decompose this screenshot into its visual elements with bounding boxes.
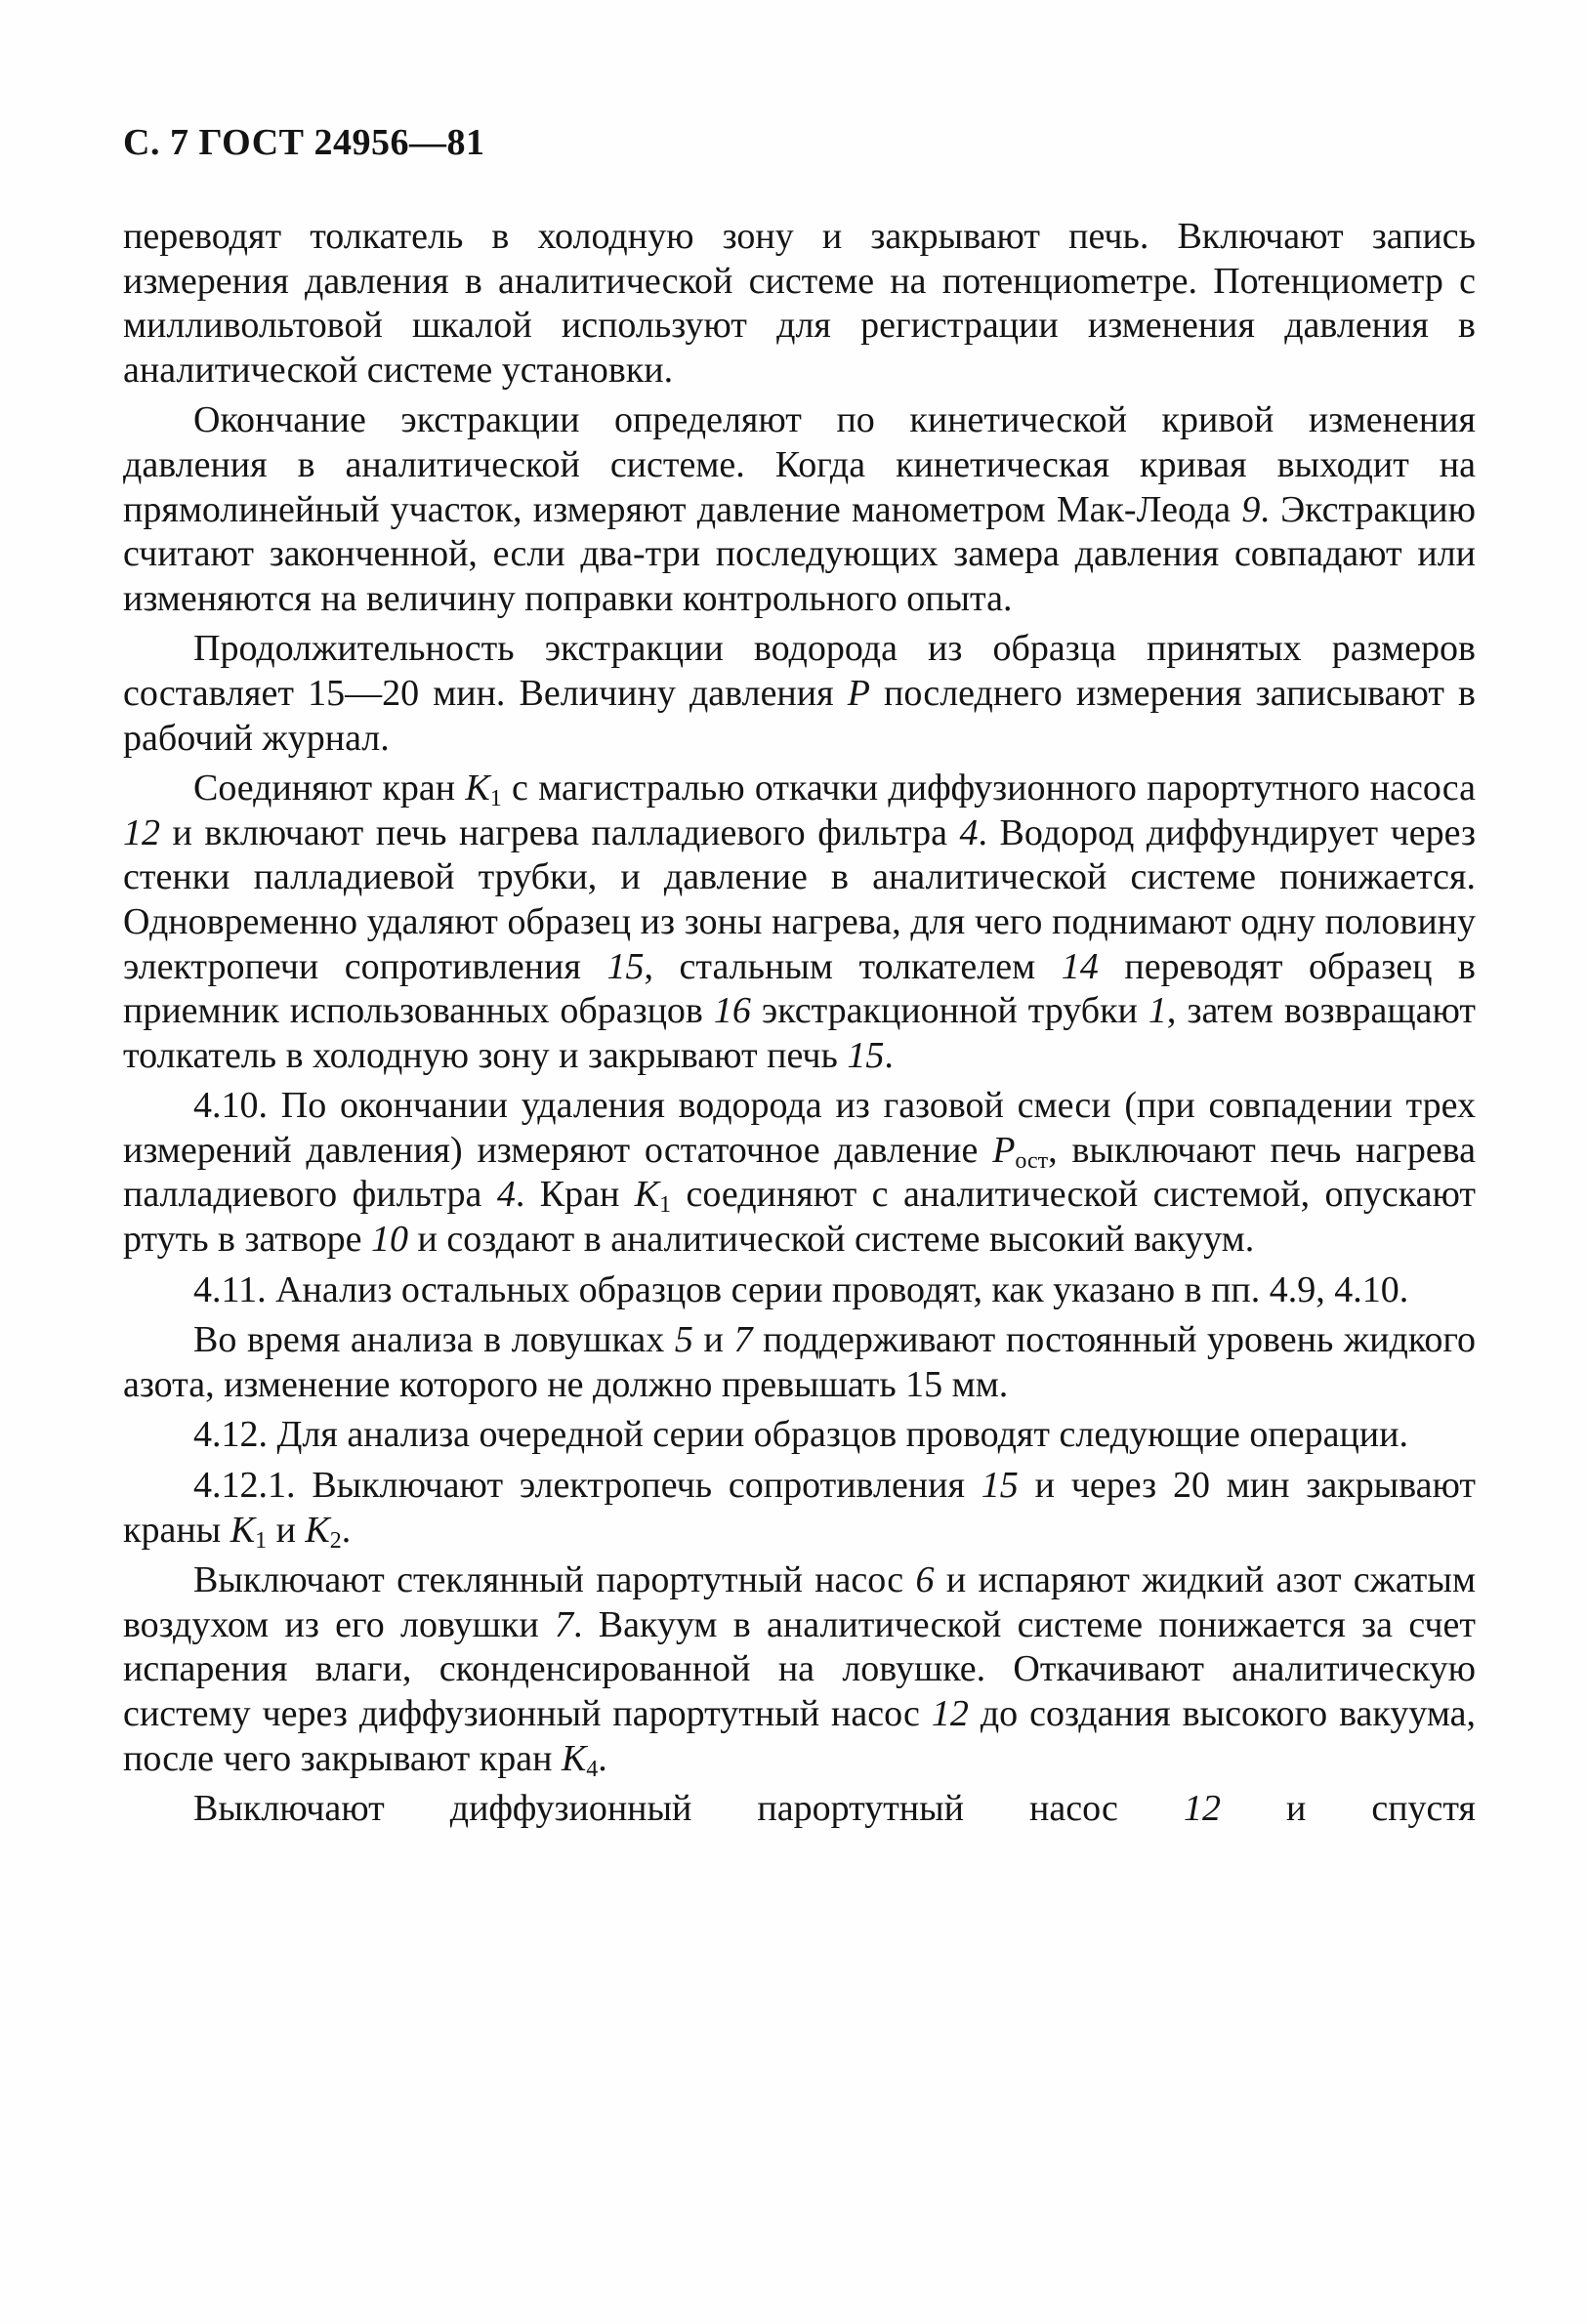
text-run: , стальным толкателем: [644, 945, 1062, 987]
figure-ref: 16: [713, 990, 751, 1032]
paragraph-4: [123, 767, 1476, 1078]
variable-p: P: [992, 1129, 1016, 1171]
text-run: и: [267, 1509, 306, 1551]
paragraph-3: [123, 627, 1476, 761]
figure-ref: 6: [915, 1559, 935, 1601]
text-run: и: [692, 1319, 734, 1361]
text-run: . Вакуум в аналитической системе понижается за счет испарения влаги, сконденсированной на ловушке. Откачивают аналитическую систему через диффузионный парортутный насос: [123, 1603, 1477, 1734]
text-run: Выключают диффузионный парортутный насос: [193, 1788, 1184, 1830]
paragraph-4-10: [123, 1084, 1476, 1262]
variable-k: K: [465, 768, 490, 809]
variable-k: K: [561, 1737, 587, 1779]
figure-ref: 1: [1148, 990, 1167, 1032]
text-run: 4.12. Для анализа очередной серии образцов проводят следующие операции.: [193, 1414, 1408, 1456]
text-run: Окончание экстракции определяют по кинетической кривой изменения давления в аналитической системе. Когда кинетическая кривая выходит на прямолинейный участок, измеряют давление манометром Мак-Леода: [123, 399, 1476, 530]
text-run: Выключают стеклянный парортутный насос: [193, 1559, 916, 1601]
figure-ref: 12: [1183, 1788, 1221, 1830]
variable-k: K: [305, 1509, 330, 1551]
text-run: и включают печь нагрева палладиевого фильтра: [160, 811, 960, 853]
text-run: Продолжительность экстракции водорода из образца принятых размеров составляет 15—20 мин. Величину давления: [123, 628, 1476, 714]
figure-ref: 4: [959, 811, 979, 853]
variable-k: K: [634, 1174, 660, 1216]
subscript: 1: [489, 786, 502, 812]
text-run: Соединяют кран: [193, 768, 466, 809]
figure-ref: 14: [1061, 945, 1099, 987]
text-run: соединяют с аналитической системой, опускают ртуть в затворе: [123, 1174, 1476, 1261]
figure-ref: 15: [606, 945, 645, 987]
text-run: 4.11. Анализ остальных образцов серии проводят, как указано в пп. 4.9, 4.10.: [193, 1268, 1409, 1310]
paragraph-10: [123, 1558, 1476, 1781]
figure-ref: 15: [847, 1034, 885, 1076]
figure-ref: 15: [981, 1465, 1019, 1507]
text-run: . Экстракцию считают законченной, если два-три последующих замера давления совпадают или изменяются на величину поправки контрольного опыта.: [123, 488, 1477, 619]
text-run: и испаряют жидкий азот сжатым воздухом из его ловушки: [123, 1559, 1476, 1645]
text-run: до создания высокого вакуума, после чего закрывают кран: [123, 1693, 1476, 1779]
text-run: 4.12.1. Выключают электропечь сопротивления: [193, 1465, 981, 1507]
text-run: и спустя: [1220, 1788, 1476, 1830]
paragraph-4-11: [123, 1268, 1476, 1313]
text-run: , выключают печь нагрева палладиевого фильтра: [123, 1129, 1476, 1216]
figure-ref: 7: [554, 1603, 573, 1645]
text-run: переводят толкатель в холодную зону и закрывают печь. Включают запись измерения давления в аналитической системе на потенциоmетре. Потенциометр с милливольтовой шкалой используют для регистрации изменения давления в аналитической системе установки.: [123, 216, 1476, 391]
body-text: [123, 215, 1476, 1832]
paragraph-11: [123, 1787, 1476, 1832]
figure-ref: 5: [674, 1319, 693, 1361]
text-run: .: [598, 1737, 607, 1779]
page-header: С. 7 ГОСТ 24956—81: [123, 122, 485, 163]
figure-ref: 7: [733, 1319, 753, 1361]
subscript: 1: [659, 1192, 672, 1219]
variable-p: P: [847, 672, 870, 714]
subscript: 1: [255, 1527, 268, 1554]
variable-k: K: [230, 1509, 256, 1551]
figure-ref: 10: [371, 1219, 409, 1261]
figure-ref: 4: [496, 1174, 516, 1216]
paragraph-2: [123, 398, 1476, 621]
text-run: переводят образец в приемник использованных образцов: [123, 945, 1476, 1032]
figure-ref: 12: [123, 811, 160, 853]
text-run: .: [884, 1034, 894, 1076]
text-run: экстракционной трубки: [750, 990, 1148, 1032]
text-run: и через 20 мин закрывают краны: [123, 1465, 1476, 1551]
text-run: , затем возвращают толкатель в холодную зону и закрывают печь: [123, 990, 1476, 1076]
subscript: 4: [586, 1756, 599, 1782]
paragraph-1: [123, 215, 1476, 393]
text-run: Во время анализа в ловушках: [193, 1319, 675, 1361]
text-run: .: [341, 1509, 352, 1551]
figure-ref: 9: [1241, 488, 1261, 530]
text-run: поддерживают постоянный уровень жидкого азота, изменение которого не должно превышать 15 мм.: [123, 1319, 1476, 1405]
paragraph-7: [123, 1318, 1476, 1407]
text-run: с магистралью откачки диффузионного парортутного насоса: [501, 768, 1476, 809]
text-run: . Водород диффундирует через стенки палладиевой трубки, и давление в аналитической системе понижается. Одновременно удаляют образец из зоны нагрева, для чего поднимают одну половину электропечи сопротивления: [123, 811, 1476, 987]
paragraph-4-12-1: [123, 1464, 1476, 1553]
paragraph-4-12: [123, 1413, 1476, 1458]
figure-ref: 12: [931, 1693, 969, 1734]
text-run: . Кран: [515, 1174, 635, 1216]
subscript: ост: [1015, 1147, 1049, 1174]
text-run: 4.10. По окончании удаления водорода из газовой смеси (при совпадении трех измерений давления) измеряют остаточное давление: [123, 1085, 1476, 1171]
text-run: и создают в аналитической системе высокий вакуум.: [408, 1219, 1255, 1261]
text-run: последнего измерения записывают в рабочий журнал.: [123, 672, 1476, 759]
subscript: 2: [329, 1527, 342, 1554]
